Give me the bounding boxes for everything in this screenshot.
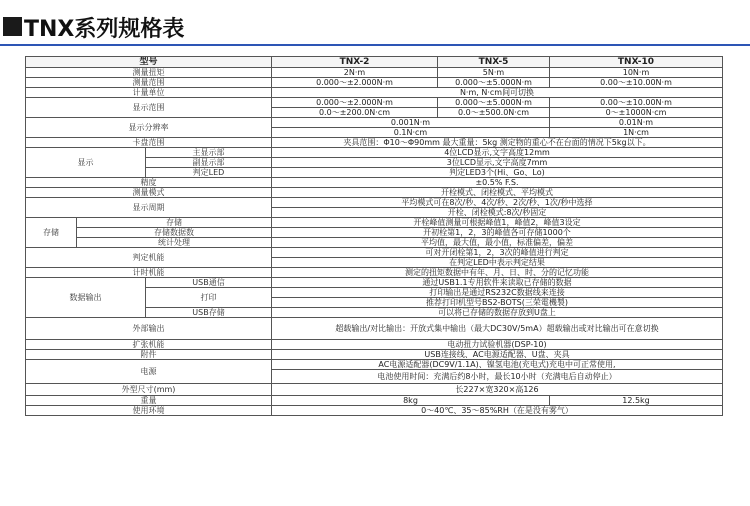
sub-label: USB存储 [146, 308, 272, 318]
cell: 0.000～±5.000N·m [438, 98, 550, 108]
page-title: TNX系列规格表 [24, 17, 185, 42]
cell: USB连接线、AC电源适配器、U盘、夹具 [272, 350, 723, 360]
row-label: 电源 [26, 360, 272, 384]
sub-label: 存储数据数 [77, 228, 272, 238]
cell: 通过USB1.1专用软件来读取已存储的数据 [272, 278, 723, 288]
table-row [26, 88, 723, 98]
cell: 电池使用时间：充满后约8小时，最长10小时（充满电后自动停止） [272, 370, 723, 384]
row-label: 附件 [26, 350, 272, 360]
cell: 0.0～±200.0N·cm [272, 108, 438, 118]
row-label: 测量范围 [26, 78, 272, 88]
row-label: 显示 [26, 148, 146, 178]
table-row [26, 118, 723, 128]
cell: 5N·m [438, 68, 550, 78]
table-row [26, 218, 723, 228]
table-row [26, 178, 723, 188]
table-row [26, 318, 723, 340]
table-row [26, 188, 723, 198]
spec-table [25, 56, 723, 416]
cell: 长227×宽320×高126 [272, 384, 723, 396]
table-row [26, 248, 723, 258]
table-row [26, 350, 723, 360]
cell: 0.000～±2.000N·m [272, 78, 438, 88]
sub-label: 统计处理 [77, 238, 272, 248]
sub-label: 打印 [146, 288, 272, 308]
sub-label: 存储 [77, 218, 272, 228]
cell: 0.00～±10.00N·m [550, 78, 723, 88]
cell: AC电源适配器(DC9V/1.1A)、镍氢电池(充电式)充电中可正常使用, [272, 360, 723, 370]
cell: 打印输出是通过RS232C数据线来连接 [272, 288, 723, 298]
table-row [26, 406, 723, 416]
row-label: 判定机能 [26, 248, 272, 268]
table-row [26, 148, 723, 158]
sub-label: USB通信 [146, 278, 272, 288]
cell: 可对开闭栓第1，2，3次的峰值进行判定 [272, 248, 723, 258]
row-label: 存储 [26, 218, 77, 248]
cell: N·m, N·cm间可切换 [272, 88, 723, 98]
cell: 10N·m [550, 68, 723, 78]
row-label: 测量模式 [26, 188, 272, 198]
sub-label: 副显示部 [146, 158, 272, 168]
cell: 0～40℃、35～85%RH（在是没有雾气） [272, 406, 723, 416]
row-label: 重量 [26, 396, 272, 406]
cell: 可以将已存储的数据存放到U盘上 [272, 308, 723, 318]
row-label: 显示周期 [26, 198, 272, 218]
table-row [26, 68, 723, 78]
cell: 0.000～±5.000N·m [438, 78, 550, 88]
page-header [0, 0, 750, 48]
model-tnx5: TNX-5 [438, 57, 550, 68]
row-label: 精度 [26, 178, 272, 188]
model-tnx2: TNX-2 [272, 57, 438, 68]
cell: 在判定LED中表示判定结果 [272, 258, 723, 268]
cell: 超载输出/对比输出：开放式集中输出（最大DC30V/5mA）超载输出或对比输出可在意切换 [272, 318, 723, 340]
cell: 开栓、闭栓模式:8次/秒固定 [272, 208, 723, 218]
cell: 夹具范围：Φ10～Φ90mm 最大重量：5kg 测定物的重心不在台面的情况下5kg以下。 [272, 138, 723, 148]
cell: 8kg [272, 396, 550, 406]
sub-label: 判定LED [146, 168, 272, 178]
sub-label: 主显示部 [146, 148, 272, 158]
table-row [26, 138, 723, 148]
cell: 0.001N·m [272, 118, 550, 128]
row-label: 扩张机能 [26, 340, 272, 350]
cell: 4位LCD显示,文字高度12mm [272, 148, 723, 158]
cell: 12.5kg [550, 396, 723, 406]
cell: 3位LCD显示,文字高度7mm [272, 158, 723, 168]
cell: 0.000～±2.000N·m [272, 98, 438, 108]
table-row [26, 278, 723, 288]
cell: 推荐打印机型号BS2-BOTS(三荣電機製) [272, 298, 723, 308]
row-label: 数据输出 [26, 278, 146, 318]
cell: 0.00～±10.00N·m [550, 98, 723, 108]
cell: 0.1N·cm [272, 128, 550, 138]
cell: 电动扭力试验机器(DSP-10) [272, 340, 723, 350]
cell: 0.0～±500.0N·cm [438, 108, 550, 118]
table-row [26, 78, 723, 88]
cell: 开栓峰值测量可根据峰值1，峰值2，峰值3设定 [272, 218, 723, 228]
table-row [26, 384, 723, 396]
cell: ±0.5% F.S. [272, 178, 723, 188]
row-label: 使用环境 [26, 406, 272, 416]
table-row [26, 198, 723, 208]
title-underline [0, 44, 750, 46]
row-label: 测量扭矩 [26, 68, 272, 78]
cell: 平均模式可在8次/秒、4次/秒、2次/秒、1次/秒中选择 [272, 198, 723, 208]
cell: 平均值，最大值，最小值，标准偏差，偏差 [272, 238, 723, 248]
row-label: 计量单位 [26, 88, 272, 98]
title-square-icon [3, 17, 22, 36]
cell: 2N·m [272, 68, 438, 78]
table-row [26, 57, 723, 68]
cell: 0.01N·m [550, 118, 723, 128]
table-row [26, 238, 723, 248]
model-tnx10: TNX-10 [550, 57, 723, 68]
table-row [26, 98, 723, 108]
row-label: 显示分辨率 [26, 118, 272, 138]
table-row [26, 360, 723, 370]
cell: 0～±1000N·cm [550, 108, 723, 118]
table-row [26, 396, 723, 406]
cell: 判定LED3个(Hi、Go、Lo) [272, 168, 723, 178]
cell: 测定的扭矩数据中有年、月、日、时、分的记忆功能 [272, 268, 723, 278]
row-label: 外部输出 [26, 318, 272, 340]
row-label: 卡盘范围 [26, 138, 272, 148]
cell: 1N·cm [550, 128, 723, 138]
table-row [26, 340, 723, 350]
row-label: 外型尺寸(mm) [26, 384, 272, 396]
cell: 开栓模式、闭栓模式、平均模式 [272, 188, 723, 198]
row-label: 计时机能 [26, 268, 272, 278]
table-row [26, 228, 723, 238]
cell: 开初栓第1，2，3的峰值各可存储1000个 [272, 228, 723, 238]
row-label: 显示范围 [26, 98, 272, 118]
table-row [26, 268, 723, 278]
model-header: 型号 [26, 57, 272, 68]
